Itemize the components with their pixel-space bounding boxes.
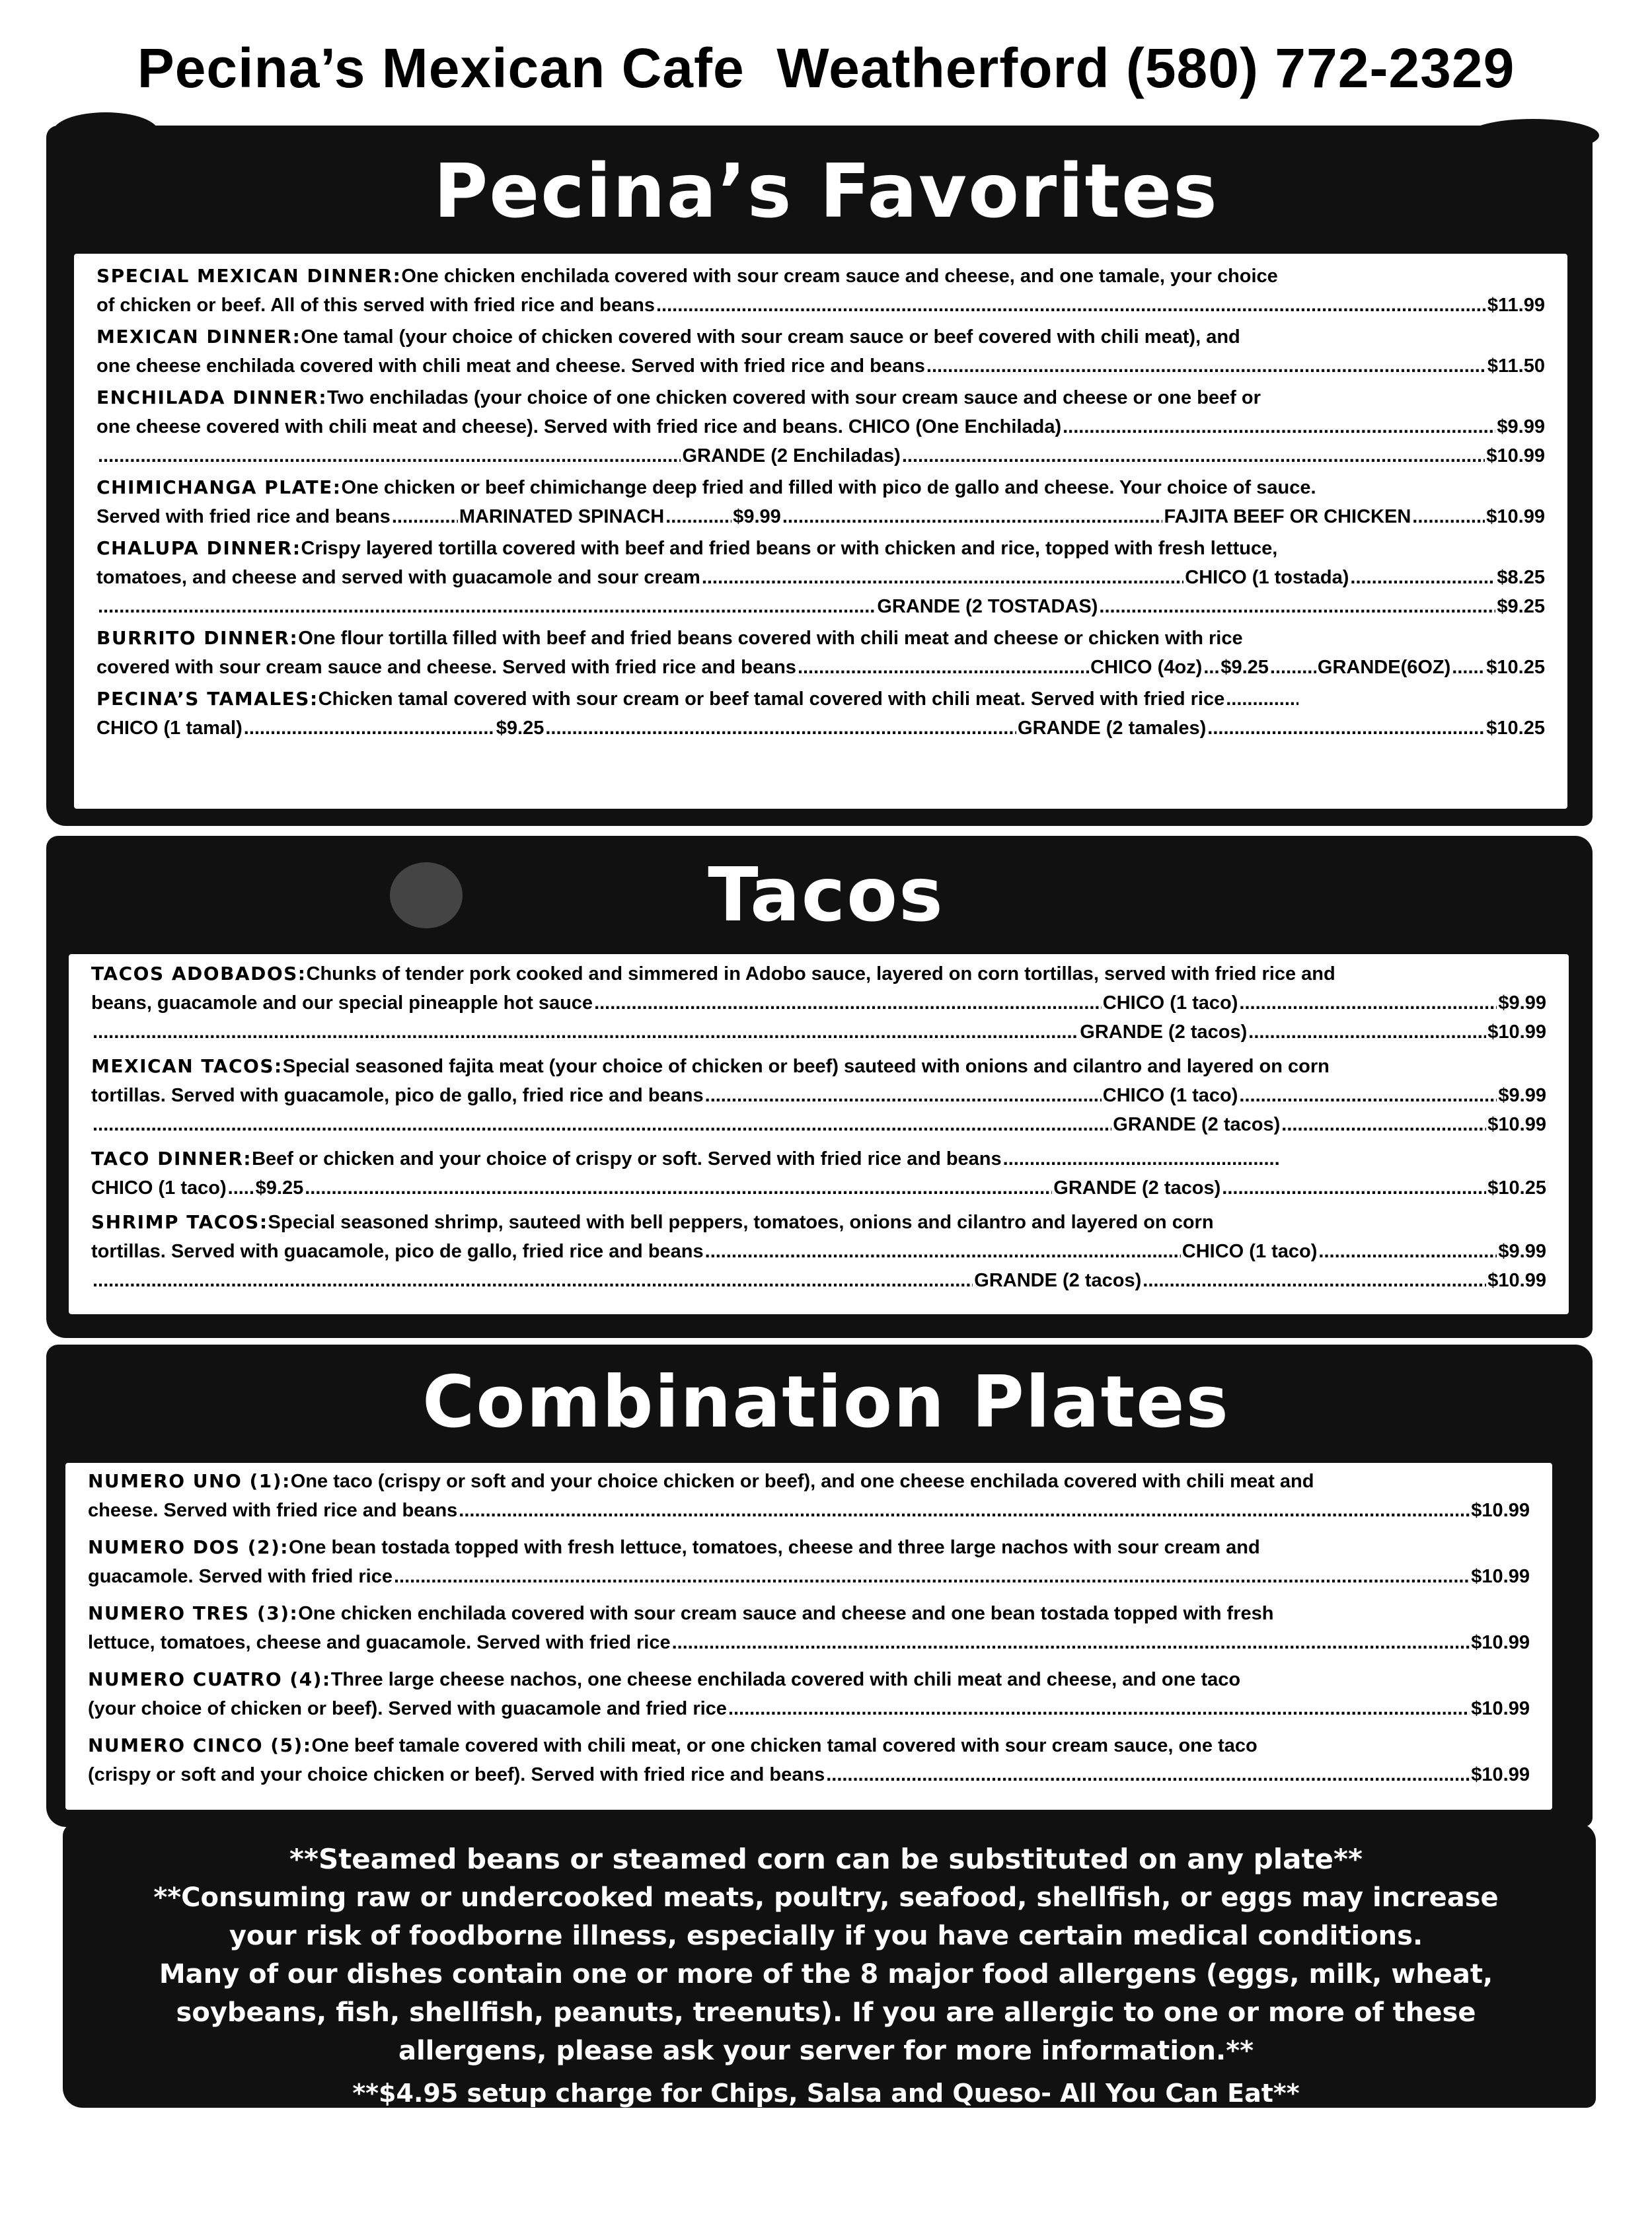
- dot-leader: [98, 592, 876, 621]
- dot-leader: [702, 563, 1183, 592]
- dot-leader: [798, 653, 1089, 682]
- tacos-title: Tacos: [708, 852, 944, 938]
- menu-item-pecinas-tamales: [74, 685, 1567, 743]
- dot-leader: [672, 1628, 1470, 1657]
- menu-item-enchilada-dinner: [74, 383, 1567, 470]
- menu-item-numero-tres: [65, 1599, 1552, 1657]
- grande-option: GRANDE (2 tacos): [1113, 1114, 1281, 1135]
- item-price: $10.99: [1471, 1500, 1530, 1521]
- item-description: Three large cheese nachos, one cheese enchilada covered with chili meat and cheese, and one taco: [330, 1669, 1241, 1690]
- dot-leader: [93, 1266, 973, 1295]
- combos-panel: [63, 1460, 1555, 1812]
- item-description: One beef tamale covered with chili meat, or one chicken tamal covered with sour cream sauce, one taco: [311, 1735, 1258, 1756]
- item-description: Special seasoned shrimp, sauteed with bell peppers, tomatoes, onions and cilantro and layered on corn: [268, 1212, 1214, 1233]
- item-name: NUMERO DOS (2):: [88, 1536, 289, 1558]
- grande-option: GRANDE (2 tacos): [1080, 1022, 1248, 1043]
- item-description: guacamole. Served with fried rice: [88, 1566, 393, 1587]
- chico-option: CHICO (1 tostada): [1185, 567, 1349, 588]
- grande-price: $10.99: [1487, 1022, 1546, 1043]
- dot-leader: [1239, 1081, 1497, 1110]
- chico-price: $9.99: [1498, 992, 1546, 1014]
- dot-leader: [665, 502, 732, 531]
- dot-leader: [826, 1760, 1470, 1789]
- item-description: Crispy layered tortilla covered with beef and fried beans or with chicken and rice, topped with fresh lettuce,: [301, 538, 1278, 559]
- dot-leader: [1412, 502, 1485, 531]
- menu-item-tacos-adobados: [69, 959, 1569, 1047]
- item-name: SHRIMP TACOS:: [91, 1211, 268, 1233]
- item-name: NUMERO CUATRO (4):: [88, 1668, 331, 1690]
- note-allergens: Many of our dishes contain one or more of the 8 major food allergens (eggs, milk, wheat,: [159, 1959, 1493, 1989]
- item-name: NUMERO UNO (1):: [88, 1470, 291, 1492]
- item-description: beans, guacamole and our special pineapple hot sauce: [91, 992, 593, 1014]
- chico-option: CHICO (1 taco): [1182, 1241, 1318, 1262]
- chico-price: $9.25: [1220, 657, 1269, 678]
- item-name: SPECIAL MEXICAN DINNER:: [96, 265, 402, 287]
- item-description: of chicken or beef. All of this served with fried rice and beans: [96, 295, 655, 316]
- item-description: tortillas. Served with guacamole, pico de gallo, fried rice and beans: [91, 1241, 704, 1262]
- dot-leader: [1003, 1144, 1281, 1173]
- favorites-title: Pecina’s Favorites: [433, 149, 1219, 235]
- combos-title: Combination Plates: [422, 1361, 1230, 1444]
- item-name: CHALUPA DINNER:: [96, 537, 301, 559]
- item-description: lettuce, tomatoes, cheese and guacamole. Served with fried rice: [88, 1632, 671, 1653]
- item-name: CHIMICHANGA PLATE:: [96, 476, 342, 498]
- dot-leader: [1063, 412, 1495, 441]
- item-name: TACO DINNER:: [91, 1148, 252, 1170]
- grande-price: $10.25: [1486, 718, 1545, 739]
- menu-item-mexican-tacos: [69, 1052, 1569, 1139]
- item-name: NUMERO TRES (3):: [88, 1602, 299, 1624]
- item-description: One taco (crispy or soft and your choice chicken or beef), and one cheese enchilada covered with chili meat and: [290, 1471, 1314, 1492]
- ink-splatter: [1467, 119, 1599, 152]
- dot-leader: [926, 352, 1486, 381]
- dot-leader: [1281, 1110, 1486, 1139]
- dot-leader: [656, 291, 1486, 320]
- menu-item-numero-dos: [65, 1533, 1552, 1591]
- note-chips-charge: **$4.95 setup charge for Chips, Salsa and Queso- All You Can Eat**: [352, 2079, 1300, 2108]
- grande-option: GRANDE (2 tamales): [1018, 718, 1207, 739]
- note-allergens-3: allergens, please ask your server for more information.**: [398, 2036, 1254, 2066]
- dot-leader: [305, 1173, 1052, 1203]
- item-description: Chunks of tender pork cooked and simmered in Adobo sauce, layered on corn tortillas, served with fried rice and: [306, 963, 1335, 985]
- dot-leader: [394, 1562, 1470, 1591]
- dot-leader: [902, 441, 1485, 470]
- item-description: covered with sour cream sauce and cheese. Served with fried rice and beans: [96, 657, 796, 678]
- item-name: MEXICAN TACOS:: [91, 1055, 283, 1077]
- item-description: One chicken or beef chimichange deep fried and filled with pico de gallo and cheese. Your choice of sauce.: [341, 477, 1316, 498]
- dot-leader: [1452, 653, 1485, 682]
- grande-price: $10.25: [1487, 1177, 1546, 1199]
- grande-option: GRANDE (2 tacos): [1053, 1177, 1221, 1199]
- item-description: one cheese enchilada covered with chili meat and cheese. Served with fried rice and beans: [96, 355, 925, 377]
- dot-leader: [782, 502, 1163, 531]
- dot-leader: [459, 1496, 1470, 1525]
- dot-leader: [244, 714, 495, 743]
- dot-leader: [705, 1081, 1102, 1110]
- item-name: TACOS ADOBADOS:: [91, 963, 307, 985]
- grande-price: $10.99: [1487, 1114, 1546, 1135]
- item-description: Beef or chicken and your choice of crispy or soft. Served with fried rice and beans: [252, 1148, 1002, 1170]
- menu-item-mexican-dinner: [74, 322, 1567, 381]
- item-name: NUMERO CINCO (5):: [88, 1734, 312, 1756]
- item-description: One flour tortilla filled with beef and fried beans covered with chili meat and cheese or chicken with rice: [298, 628, 1243, 649]
- grande-price: $10.99: [1486, 445, 1546, 466]
- option-marinated-spinach: MARINATED SPINACH: [459, 506, 665, 527]
- item-description: One chicken enchilada covered with sour cream sauce and cheese and one bean tostada topped with fresh: [298, 1603, 1274, 1624]
- dot-leader: [228, 1173, 254, 1203]
- item-description: (your choice of chicken or beef). Served with guacamole and fried rice: [88, 1698, 727, 1719]
- grande-option: GRANDE (2 TOSTADAS): [877, 596, 1098, 617]
- dot-leader: [93, 1018, 1078, 1047]
- item-price: $10.99: [1471, 1566, 1530, 1587]
- menu-item-numero-cuatro: [65, 1665, 1552, 1723]
- option-price: $10.99: [1486, 506, 1545, 527]
- dot-leader: [93, 1110, 1111, 1139]
- dot-leader: [1143, 1266, 1486, 1295]
- grande-price: $10.25: [1486, 657, 1545, 678]
- item-name: BURRITO DINNER:: [96, 627, 299, 649]
- notes-block: [0, 1840, 1652, 2112]
- menu-item-burrito-dinner: [74, 624, 1567, 682]
- item-description: (crispy or soft and your choice chicken or beef). Served with fried rice and beans: [88, 1764, 825, 1785]
- menu-item-chalupa-dinner: [74, 534, 1567, 621]
- dot-leader: [98, 441, 681, 470]
- item-price: $11.99: [1487, 295, 1545, 316]
- favorites-panel: [71, 251, 1570, 811]
- dot-leader: [545, 714, 1016, 743]
- chico-option: CHICO (1 taco): [1102, 992, 1238, 1014]
- ink-splatter: [53, 112, 159, 152]
- chico-price: $9.99: [1498, 1085, 1546, 1106]
- chico-price: $9.25: [255, 1177, 304, 1199]
- note-consumer-advisory-2: your risk of foodborne illness, especially if you have certain medical conditions.: [229, 1921, 1423, 1951]
- dot-leader: [1226, 685, 1298, 714]
- item-name: PECINA’S TAMALES:: [96, 688, 319, 710]
- chico-price: $9.99: [1498, 1241, 1546, 1262]
- item-price: $11.50: [1487, 355, 1545, 377]
- menu-item-taco-dinner: [69, 1144, 1569, 1203]
- dot-leader: [1222, 1173, 1486, 1203]
- item-price: $10.99: [1471, 1632, 1530, 1653]
- item-description: cheese. Served with fried rice and beans: [88, 1500, 458, 1521]
- item-name: ENCHILADA DINNER:: [96, 387, 328, 408]
- item-description: Served with fried rice and beans: [96, 506, 391, 527]
- menu-item-numero-uno: [65, 1467, 1552, 1525]
- item-description: tomatoes, and cheese and served with guacamole and sour cream: [96, 567, 700, 588]
- chico-option: CHICO (1 tamal): [96, 718, 243, 739]
- chico-option: CHICO (1 taco): [1102, 1085, 1238, 1106]
- grande-option: GRANDE (2 Enchiladas): [682, 445, 901, 466]
- item-description: Chicken tamal covered with sour cream or beef tamal covered with chili meat. Served with fried rice: [318, 688, 1225, 710]
- option-price: $9.99: [733, 506, 781, 527]
- dot-leader: [1239, 988, 1497, 1018]
- dot-leader: [392, 502, 458, 531]
- menu-item-shrimp-tacos: [69, 1208, 1569, 1295]
- dot-leader: [594, 988, 1102, 1018]
- item-description: One chicken enchilada covered with sour cream sauce and cheese, and one tamale, your choice: [401, 266, 1278, 287]
- grande-option: GRANDE(6OZ): [1317, 657, 1451, 678]
- chico-option: CHICO (4oz): [1090, 657, 1203, 678]
- chico-price: $8.25: [1497, 567, 1545, 588]
- dot-leader: [1099, 592, 1495, 621]
- dot-leader: [1270, 653, 1316, 682]
- item-description: One tamal (your choice of chicken covered with sour cream sauce or beef covered with chili meat), and: [301, 326, 1240, 348]
- item-description: Special seasoned fajita meat (your choice of chicken or beef) sauteed with onions and cilantro and layered on corn: [282, 1056, 1330, 1077]
- page-title: Pecina’s Mexican Cafe Weatherford (580) 772-2329: [137, 37, 1515, 99]
- chico-price: $9.99: [1497, 416, 1545, 437]
- menu-item-numero-cinco: [65, 1731, 1552, 1789]
- menu-item-special-mexican-dinner: [74, 262, 1567, 320]
- dot-leader: [1207, 714, 1485, 743]
- grande-option: GRANDE (2 tacos): [974, 1270, 1142, 1291]
- chico-option: CHICO (1 taco): [91, 1177, 227, 1199]
- dot-leader: [1318, 1237, 1497, 1266]
- note-allergens-2: soybeans, fish, shellfish, peanuts, treenuts). If you are allergic to one or more of these: [176, 1997, 1476, 2028]
- dot-leader: [705, 1237, 1181, 1266]
- dot-leader: [1248, 1018, 1486, 1047]
- item-name: MEXICAN DINNER:: [96, 326, 301, 348]
- tacos-panel: [66, 951, 1571, 1317]
- dot-leader: [1350, 563, 1495, 592]
- item-description: One bean tostada topped with fresh lettuce, tomatoes, cheese and three large nachos with sour cream and: [289, 1537, 1260, 1558]
- option-fajita: FAJITA BEEF OR CHICKEN: [1164, 506, 1411, 527]
- note-substitution: **Steamed beans or steamed corn can be substituted on any plate**: [289, 1843, 1363, 1875]
- grande-price: $9.25: [1497, 596, 1545, 617]
- item-description: one cheese covered with chili meat and cheese). Served with fried rice and beans. CHICO (One Enchilada): [96, 416, 1062, 437]
- item-description: tortillas. Served with guacamole, pico de gallo, fried rice and beans: [91, 1085, 704, 1106]
- chico-price: $9.25: [496, 718, 544, 739]
- menu-item-chimichanga-plate: [74, 473, 1567, 531]
- dot-leader: [728, 1694, 1470, 1723]
- item-price: $10.99: [1471, 1764, 1530, 1785]
- note-consumer-advisory: **Consuming raw or undercooked meats, poultry, seafood, shellfish, or eggs may increase: [153, 1882, 1499, 1913]
- dot-leader: [1203, 653, 1219, 682]
- item-description: Two enchiladas (your choice of one chicken covered with sour cream sauce and cheese or one beef or: [327, 387, 1261, 408]
- item-price: $10.99: [1471, 1698, 1530, 1719]
- grande-price: $10.99: [1487, 1270, 1546, 1291]
